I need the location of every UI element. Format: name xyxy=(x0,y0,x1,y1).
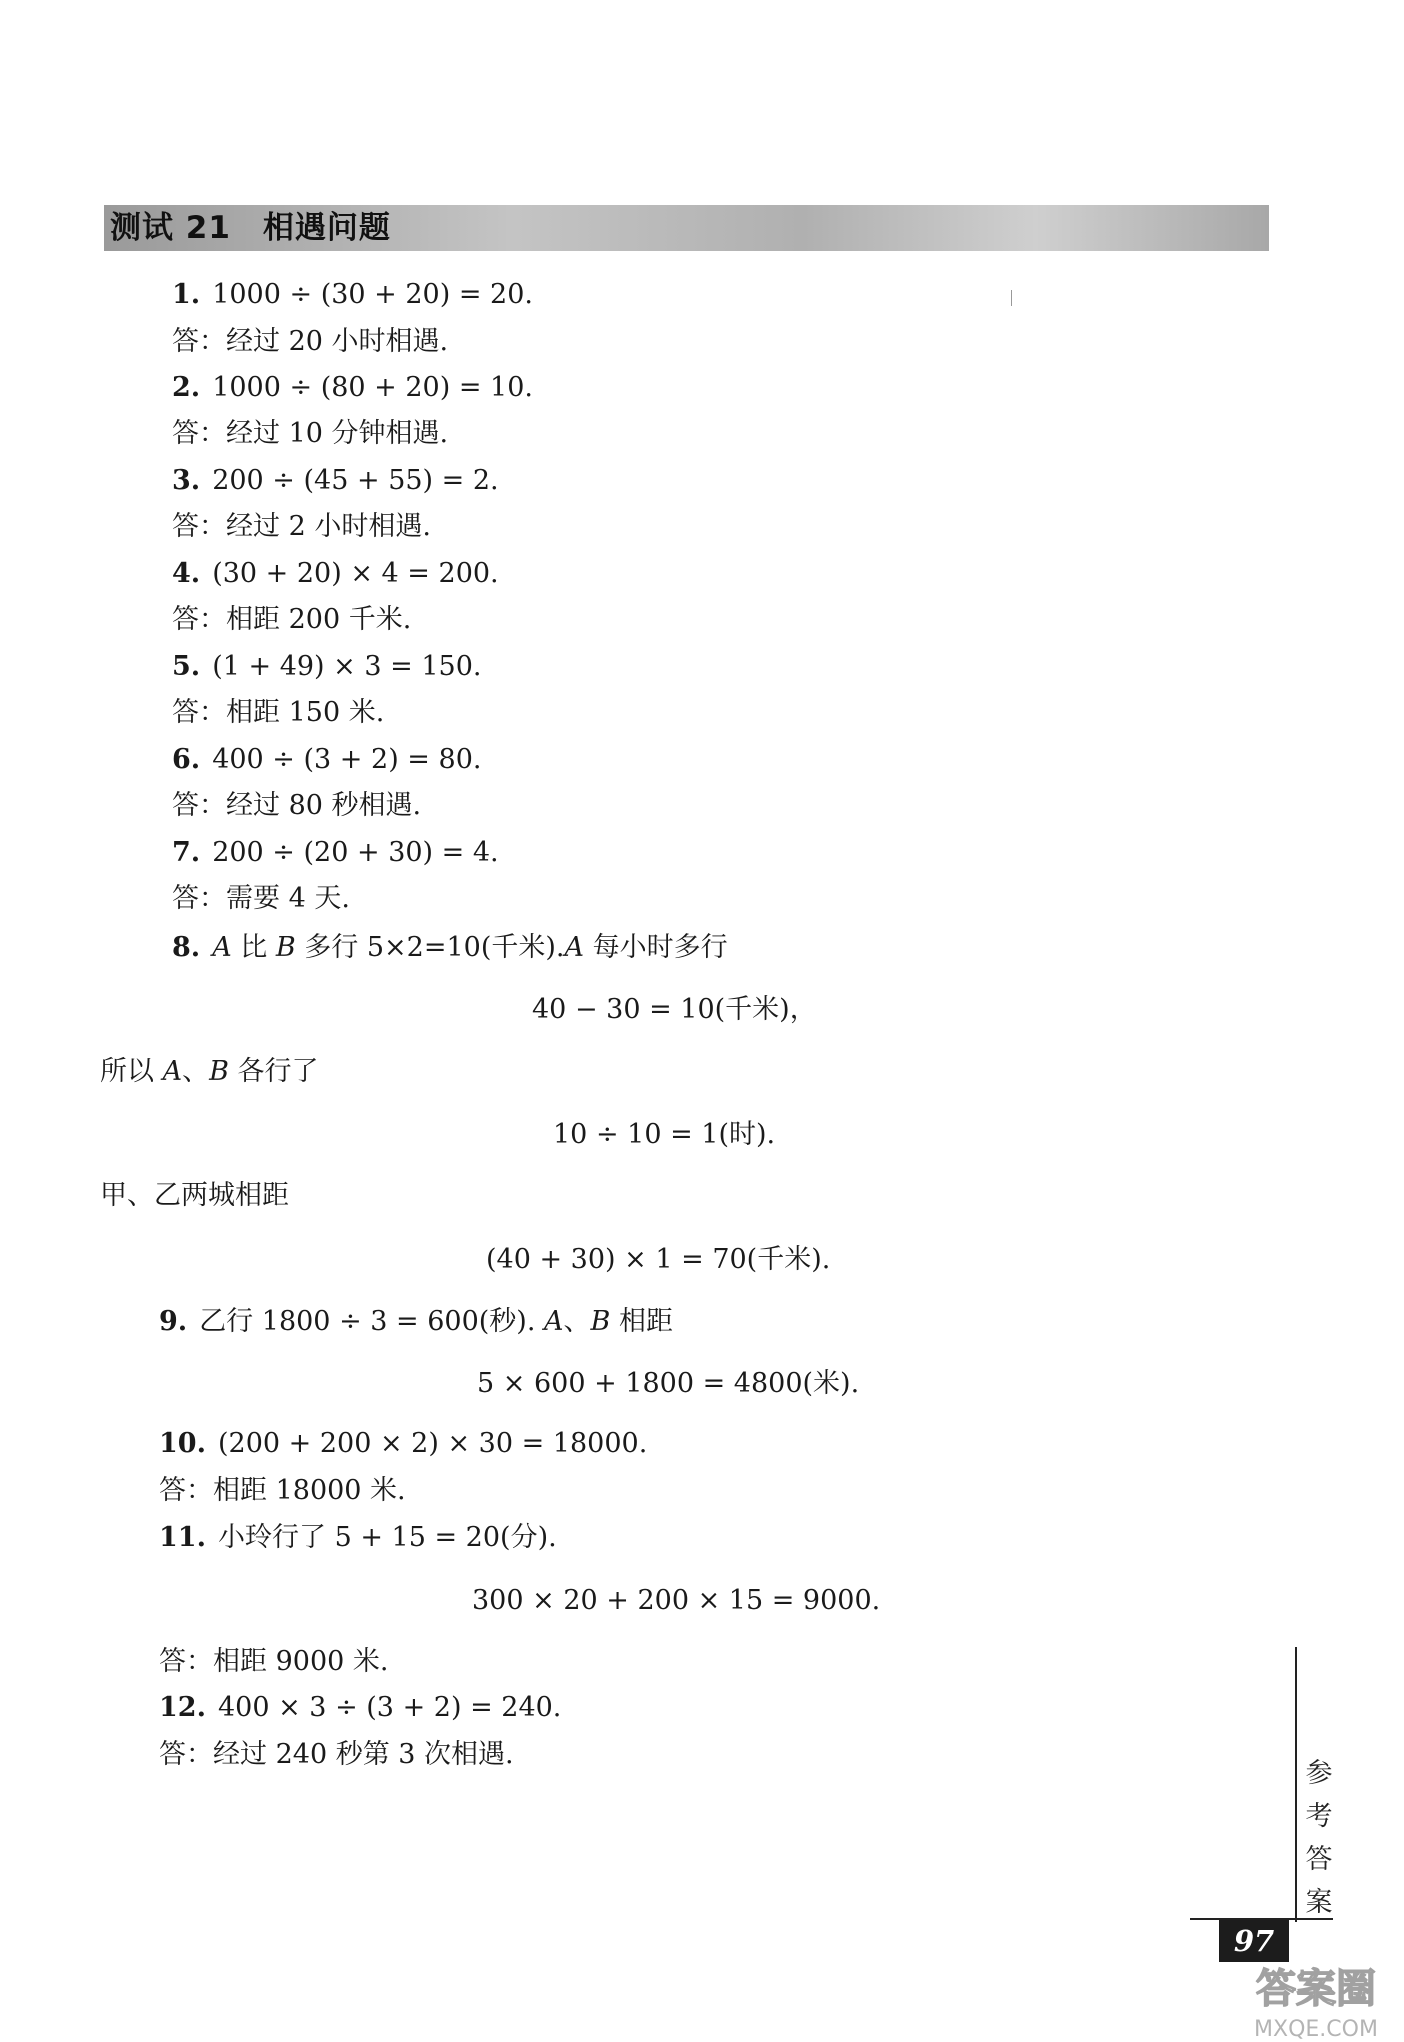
answer-6-reply: 答：经过 80 秒相遇. xyxy=(172,790,422,821)
answer-7-equation: 7. 200 ÷ (20 + 30) = 4. xyxy=(172,837,499,868)
answer-10-equation: 10. (200 + 200 × 2) × 30 = 18000. xyxy=(159,1428,648,1459)
answer-11-text: 11. 小玲行了 5 + 15 = 20(分). xyxy=(159,1522,557,1553)
answer-11-reply: 答：相距 9000 米. xyxy=(159,1646,389,1677)
answer-9-text: 9. 乙行 1800 ÷ 3 = 600(秒). A、B 相距 xyxy=(159,1306,673,1337)
answer-3-reply: 答：经过 2 小时相遇. xyxy=(172,511,431,542)
answer-4-reply: 答：相距 200 千米. xyxy=(172,604,412,635)
answer-11-equation: 300 × 20 + 200 × 15 = 9000. xyxy=(472,1585,881,1616)
answer-5-equation: 5. (1 + 49) × 3 = 150. xyxy=(172,651,482,682)
answer-1-reply: 答：经过 20 小时相遇. xyxy=(172,326,449,357)
answer-1-equation: 1. 1000 ÷ (30 + 20) = 20. xyxy=(172,279,533,310)
answer-10-reply: 答：相距 18000 米. xyxy=(159,1475,406,1506)
answer-12-reply: 答：经过 240 秒第 3 次相遇. xyxy=(159,1739,514,1770)
answer-8-text-2: 所以 A、B 各行了 xyxy=(100,1056,319,1087)
answer-8-equation-distance: (40 + 30) × 1 = 70(千米). xyxy=(486,1244,831,1275)
watermark-logo xyxy=(1228,1958,1404,2042)
section-title: 测试 21 相遇问题 xyxy=(110,210,391,246)
answer-7-reply: 答：需要 4 天. xyxy=(172,883,350,914)
answer-8-text: 8. A 比 B 多行 5×2=10(千米).A 每小时多行 xyxy=(172,932,728,963)
answer-8-text-3: 甲、乙两城相距 xyxy=(100,1180,289,1211)
watermark-text: 答案圈 xyxy=(1256,1966,1376,2012)
margin-mark xyxy=(1011,290,1012,306)
answer-3-equation: 3. 200 ÷ (45 + 55) = 2. xyxy=(172,465,499,496)
answer-9-equation: 5 × 600 + 1800 = 4800(米). xyxy=(477,1368,860,1399)
answer-6-equation: 6. 400 ÷ (3 + 2) = 80. xyxy=(172,744,482,775)
watermark-url: MXQE.COM xyxy=(1254,2017,1378,2042)
answer-8-equation-speed: 40 − 30 = 10(千米)， xyxy=(532,994,817,1025)
answer-2-reply: 答：经过 10 分钟相遇. xyxy=(172,418,449,449)
side-divider xyxy=(1295,1647,1297,1922)
answer-4-equation: 4. (30 + 20) × 4 = 200. xyxy=(172,558,499,589)
answer-2-equation: 2. 1000 ÷ (80 + 20) = 10. xyxy=(172,372,533,403)
answer-12-equation: 12. 400 × 3 ÷ (3 + 2) = 240. xyxy=(159,1692,562,1723)
answer-8-equation-time: 10 ÷ 10 = 1(时). xyxy=(553,1119,776,1150)
answer-5-reply: 答：相距 150 米. xyxy=(172,697,385,728)
page-number: 97 xyxy=(1233,1924,1275,1958)
side-tab-label: 参考答案 xyxy=(1305,1758,1333,1918)
